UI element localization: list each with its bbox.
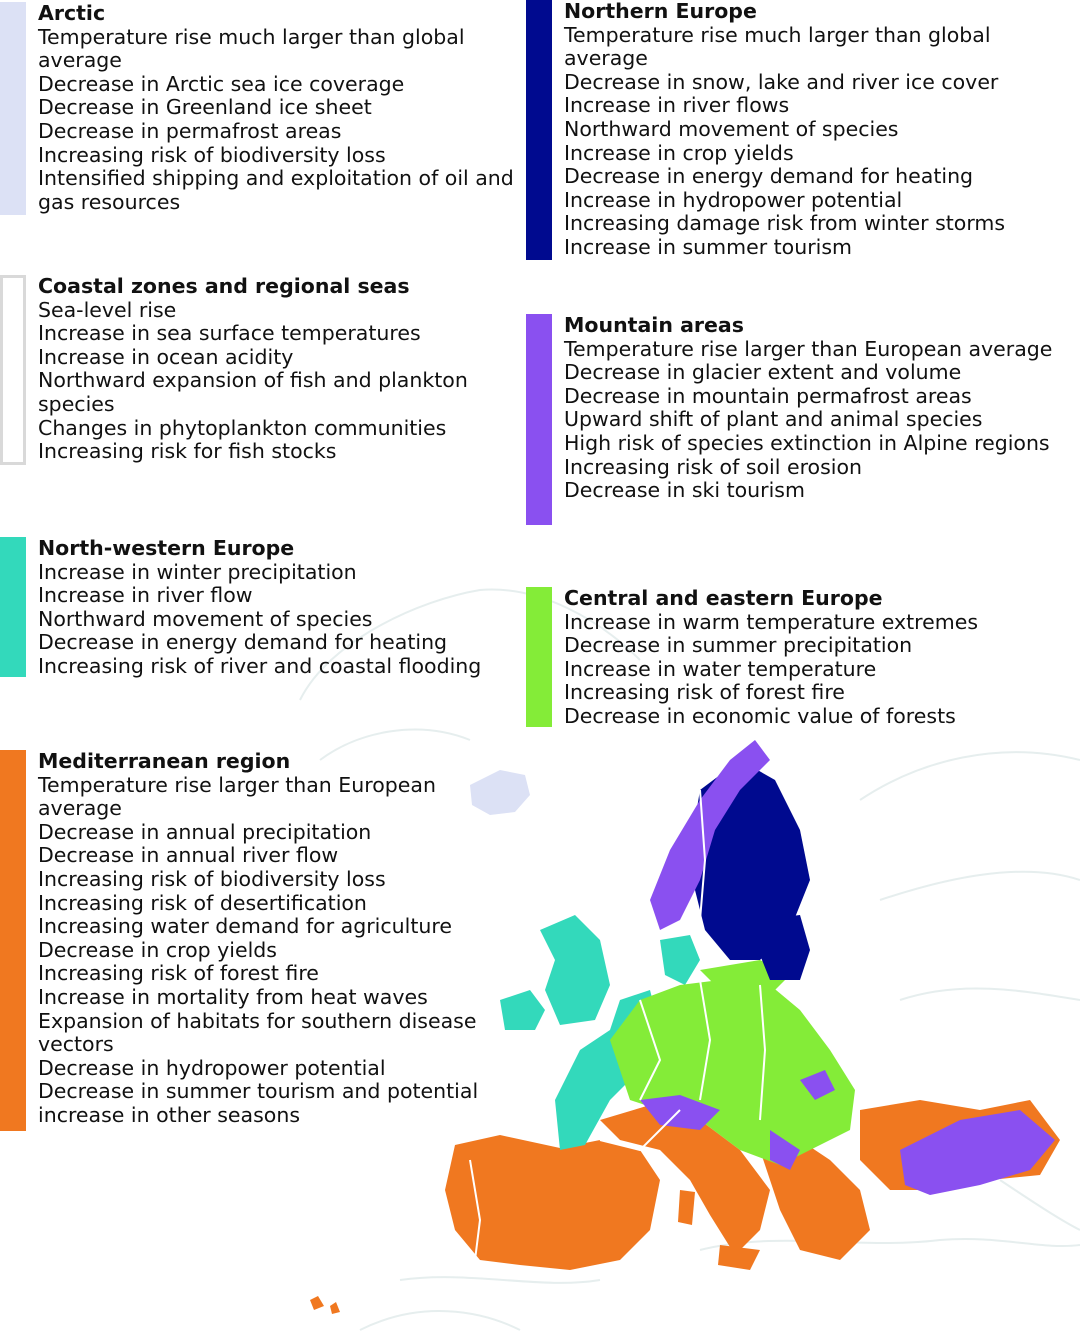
mountain-item: Decrease in glacier extent and volume — [564, 360, 962, 385]
mediterranean-item: Decrease in annual precipitation — [38, 819, 372, 844]
northern-item: Decrease in energy demand for heating — [564, 164, 974, 189]
northern-item: Increase in river flows — [564, 93, 790, 118]
coastal-item: Increasing risk for fish stocks — [38, 439, 337, 464]
mediterranean-item: Decrease in summer tourism and potential increase in other seasons — [38, 1079, 479, 1127]
north-western-item: Increasing risk of river and coastal flooding — [38, 653, 482, 678]
region-mediterranean — [0, 750, 490, 1131]
northern-item: Increase in summer tourism — [564, 234, 852, 259]
mediterranean-item: Decrease in annual river flow — [38, 843, 339, 868]
arctic-item: Temperature rise much larger than global average — [38, 24, 465, 73]
northern-title: Northern Europe — [564, 0, 757, 23]
north-western-item: Decrease in energy demand for heating — [38, 630, 448, 655]
central-eastern-item: Increase in water temperature — [564, 656, 877, 681]
central-eastern-item: Increasing risk of forest fire — [564, 680, 845, 705]
arctic-item: Decrease in Arctic sea ice coverage — [38, 71, 405, 96]
region-coastal — [0, 275, 520, 465]
coastal-item: Northward expansion of fish and plankton species — [38, 368, 468, 416]
northern-item: Temperature rise much larger than global average — [564, 22, 991, 71]
mediterranean-item: Temperature rise larger than European average — [38, 772, 436, 821]
mediterranean-item: Increasing risk of desertification — [38, 890, 367, 915]
arctic-item: Decrease in permafrost areas — [38, 118, 342, 143]
arctic-item: Intensified shipping and exploitation of oil and gas resources — [38, 166, 514, 214]
north-western-item: Northward movement of species — [38, 606, 373, 631]
mediterranean-color-bar — [0, 750, 26, 1131]
mediterranean-item: Increasing risk of biodiversity loss — [38, 866, 386, 891]
mountain-item: Decrease in mountain permafrost areas — [564, 383, 972, 408]
mediterranean-title: Mediterranean region — [38, 749, 291, 773]
coastal-item: Increase in ocean acidity — [38, 344, 294, 369]
arctic-color-bar — [0, 2, 26, 215]
northern-item: Northward movement of species — [564, 116, 899, 141]
central-eastern-item: Decrease in summer precipitation — [564, 633, 913, 658]
region-central-eastern-europe — [526, 587, 1080, 727]
northern-item: Increasing damage risk from winter storms — [564, 211, 1006, 236]
mountain-color-bar — [526, 314, 552, 525]
mountain-item: Upward shift of plant and animal species — [564, 407, 983, 432]
north-western-color-bar — [0, 537, 26, 677]
coastal-item: Changes in phytoplankton communities — [38, 415, 447, 440]
mediterranean-item: Expansion of habitats for southern disease vectors — [38, 1008, 477, 1057]
mountain-item: Decrease in ski tourism — [564, 478, 805, 503]
region-mountain-areas — [526, 314, 1080, 525]
arctic-item: Decrease in Greenland ice sheet — [38, 95, 372, 120]
coastal-outline-bar — [0, 275, 26, 465]
mediterranean-item: Decrease in hydropower potential — [38, 1055, 386, 1080]
coastal-title: Coastal zones and regional seas — [38, 274, 410, 298]
north-western-item: Increase in winter precipitation — [38, 559, 357, 584]
coastal-item: Increase in sea surface temperatures — [38, 321, 421, 346]
northern-color-bar — [526, 0, 552, 260]
mediterranean-item: Decrease in crop yields — [38, 937, 277, 962]
mountain-title: Mountain areas — [564, 313, 744, 337]
mountain-item: High risk of species extinction in Alpine regions — [564, 430, 1050, 455]
central-eastern-item: Increase in warm temperature extremes — [564, 609, 979, 634]
region-north-western-europe — [0, 537, 520, 677]
northern-item: Decrease in snow, lake and river ice cover — [564, 69, 999, 94]
region-arctic — [0, 2, 520, 215]
mediterranean-item: Increase in mortality from heat waves — [38, 984, 428, 1009]
northern-item: Increase in crop yields — [564, 140, 794, 165]
northern-item: Increase in hydropower potential — [564, 187, 903, 212]
mountain-item: Temperature rise larger than European average — [564, 336, 1053, 361]
north-western-title: North-western Europe — [38, 536, 295, 560]
mediterranean-item: Increasing risk of forest fire — [38, 961, 319, 986]
central-eastern-item: Decrease in economic value of forests — [564, 703, 956, 728]
region-northern-europe — [526, 0, 1080, 260]
mediterranean-item: Increasing water demand for agriculture — [38, 914, 452, 939]
north-western-item: Increase in river flow — [38, 583, 253, 608]
coastal-item: Sea-level rise — [38, 297, 177, 322]
central-eastern-title: Central and eastern Europe — [564, 586, 883, 610]
arctic-title: Arctic — [38, 1, 106, 25]
mountain-item: Increasing risk of soil erosion — [564, 454, 863, 479]
central-eastern-color-bar — [526, 587, 552, 727]
arctic-item: Increasing risk of biodiversity loss — [38, 142, 386, 167]
